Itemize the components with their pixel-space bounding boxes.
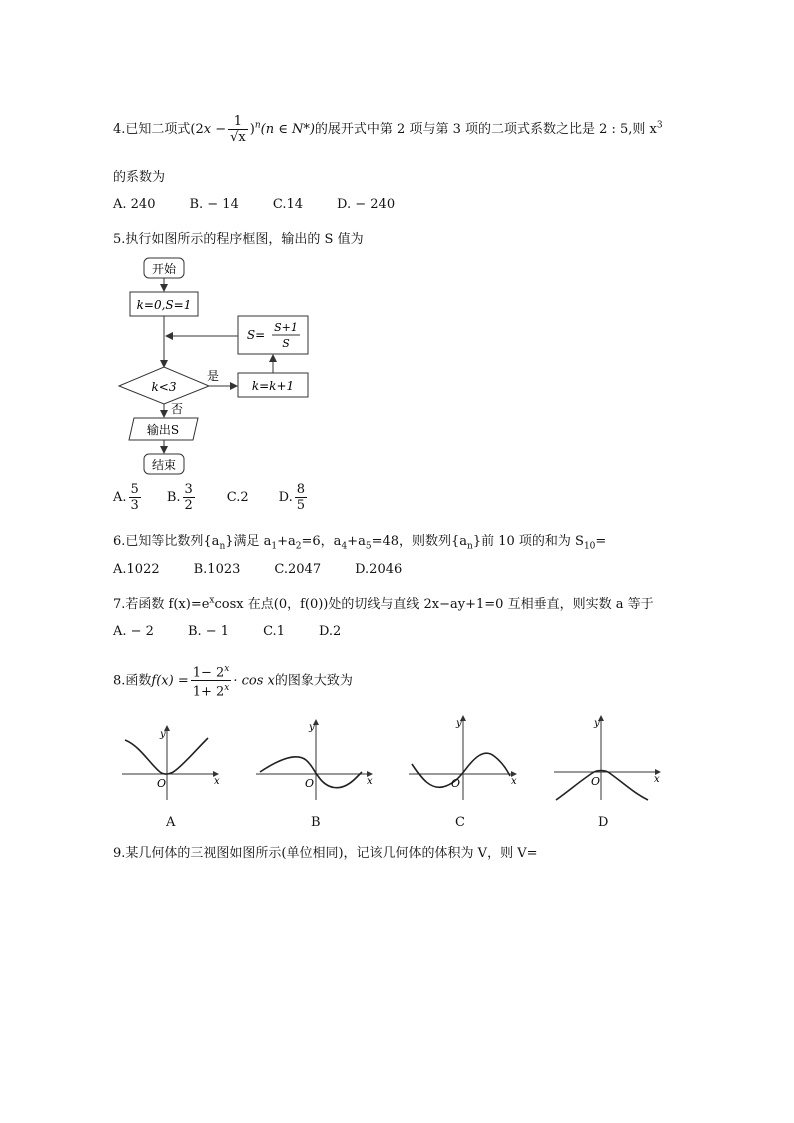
- q4-option-c: C.14: [272, 197, 304, 212]
- q5-option-d: D. $\frac{8}{5}$: [278, 482, 306, 513]
- q6-option-d: D.2046: [355, 562, 403, 577]
- svg-text:x: x: [511, 776, 517, 787]
- q7-option-c: C.1: [263, 624, 285, 639]
- svg-text:S=: S=: [246, 328, 266, 342]
- graph-label-d: D: [598, 815, 609, 830]
- q4-line1: 4.已知二项式(2x − $\frac{1}{√x}$ )$^n$(n ∈ N*)的展开式中第 2 项与第 3 项的二项式系数之比是 2 : 5,则 $x^3$: [113, 114, 663, 145]
- svg-text:k<3: k<3: [151, 380, 177, 394]
- q6-option-a: A.1022: [113, 562, 160, 577]
- q4-line2: 的系数为: [113, 170, 166, 185]
- svg-text:O: O: [591, 775, 601, 788]
- svg-text:O: O: [157, 777, 167, 790]
- graph-label-c: C: [455, 815, 465, 830]
- q5-text: 5.执行如图所示的程序框图，输出的 S 值为: [113, 232, 364, 247]
- svg-text:x: x: [367, 776, 373, 787]
- q8-fraction: $\frac{1- 2^x}{1+ 2^x}$: [192, 664, 230, 700]
- graph-a: [122, 726, 220, 800]
- svg-text:S: S: [282, 337, 290, 350]
- svg-text:k=k+1: k=k+1: [251, 379, 295, 393]
- graph-label-b: B: [311, 815, 321, 830]
- svg-text:y: y: [160, 729, 166, 740]
- svg-text:O: O: [451, 777, 461, 790]
- q5-option-b: B. $\frac{3}{2}$: [166, 482, 193, 513]
- q6-option-c: C.2047: [274, 562, 322, 577]
- svg-text:y: y: [456, 718, 462, 729]
- q7-option-a: A. − 2: [113, 624, 154, 639]
- svg-text:y: y: [309, 722, 315, 733]
- svg-text:S+1: S+1: [274, 321, 298, 334]
- q4-fraction: $\frac{1}{√x}$: [230, 114, 246, 145]
- svg-text:结束: 结束: [151, 458, 177, 472]
- svg-text:O: O: [305, 777, 315, 790]
- q7-option-d: D.2: [318, 624, 342, 639]
- q4-option-b: B. − 14: [189, 197, 239, 212]
- q6-text: 6.已知等比数列$\{a_n\}$满足 $a_1+a_2=6$，$a_4+a_5=48$，则数列$\{a_n\}$前 10 项的和为 $S_{10}=$: [113, 534, 607, 552]
- svg-text:输出S: 输出S: [146, 423, 180, 437]
- q8-text: 8.函数f(x) = $\frac{1- 2^x}{1+ 2^x}$ · cos x的图象大致为: [113, 664, 353, 700]
- q4-option-a: A. 240: [113, 197, 156, 212]
- q5-option-c: C.2: [226, 490, 249, 505]
- flow-yes: 是: [207, 369, 220, 383]
- graph-label-a: A: [166, 815, 176, 830]
- flow-no: 否: [171, 402, 184, 416]
- q5-option-a: A. $\frac{5}{3}$: [113, 482, 139, 513]
- graph-c: [409, 716, 517, 800]
- graph-d: [554, 716, 660, 800]
- svg-text:开始: 开始: [151, 262, 177, 276]
- q6-option-b: B.1023: [193, 562, 241, 577]
- svg-text:y: y: [594, 718, 600, 729]
- q7-text: 7.若函数 $f(x)=e^x\cos x$ 在点(0，f(0))处的切线与直线 2x−ay+1=0 互相垂直，则实数 a 等于: [113, 595, 654, 612]
- svg-text:x: x: [654, 774, 660, 785]
- q7-option-b: B. − 1: [187, 624, 230, 639]
- q9-text: 9.某几何体的三视图如图所示(单位相同)，记该几何体的体积为 V，则 V=: [113, 846, 538, 861]
- graph-b: [256, 720, 373, 800]
- q4-option-d: D. − 240: [337, 197, 396, 212]
- svg-text:k=0,S=1: k=0,S=1: [136, 298, 192, 312]
- svg-text:x: x: [214, 776, 220, 787]
